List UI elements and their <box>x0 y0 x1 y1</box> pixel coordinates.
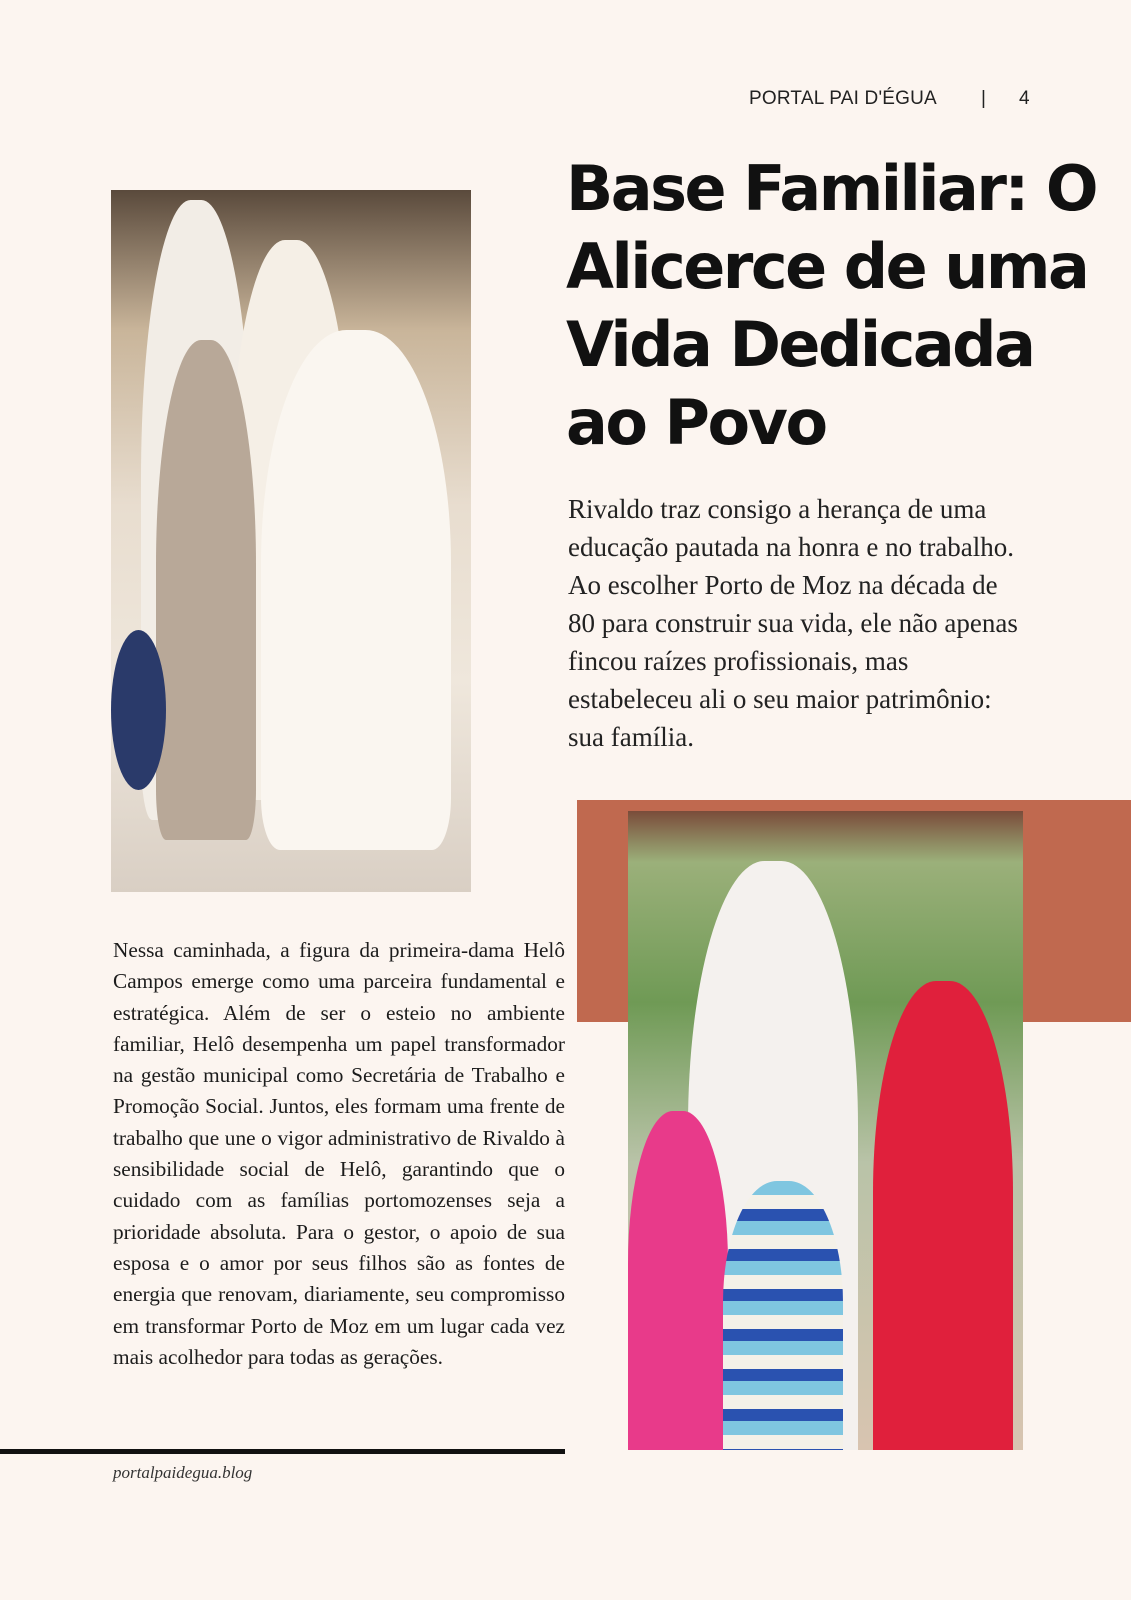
article-title: Base Familiar: O Alicerce de uma Vida Dedicada ao Povo <box>566 152 1097 459</box>
mother-daughters-photo <box>628 811 1023 1450</box>
running-header <box>749 88 1030 110</box>
footer-website: portalpaidegua.blog <box>113 1463 253 1482</box>
family-photo <box>111 190 471 892</box>
article-intro: Rivaldo traz consigo a herança de uma educação pautada na honra e no trabalho. Ao escolher Porto de Moz na década de 80 para construir sua vida, ele não apenas fincou raízes profissionais, mas estabeleceu ali o seu maior patrimônio: sua família. <box>568 494 1018 752</box>
header-separator: | <box>981 88 987 109</box>
page-number: 4 <box>1019 88 1030 109</box>
footer-rule <box>0 1449 565 1454</box>
publication-name: PORTAL PAI D'ÉGUA <box>749 88 937 109</box>
article-body: Nessa caminhada, a figura da primeira-dama Helô Campos emerge como uma parceira fundamental e estratégica. Além de ser o esteio no ambiente familiar, Helô desempenha um papel transformador na gestão municipal como Secretária de Trabalho e Promoção Social. Juntos, eles formam uma frente de trabalho que une o vigor administrativo de Rivaldo à sensibilidade social de Helô, garantindo que o cuidado com as famílias portomozenses seja a prioridade absoluta. Para o gestor, o apoio de sua esposa e o amor por seus filhos são as fontes de energia que renovam, diariamente, seu compromisso em transformar Porto de Moz em um lugar cada vez mais acolhedor para todas as gerações. <box>113 938 565 1369</box>
